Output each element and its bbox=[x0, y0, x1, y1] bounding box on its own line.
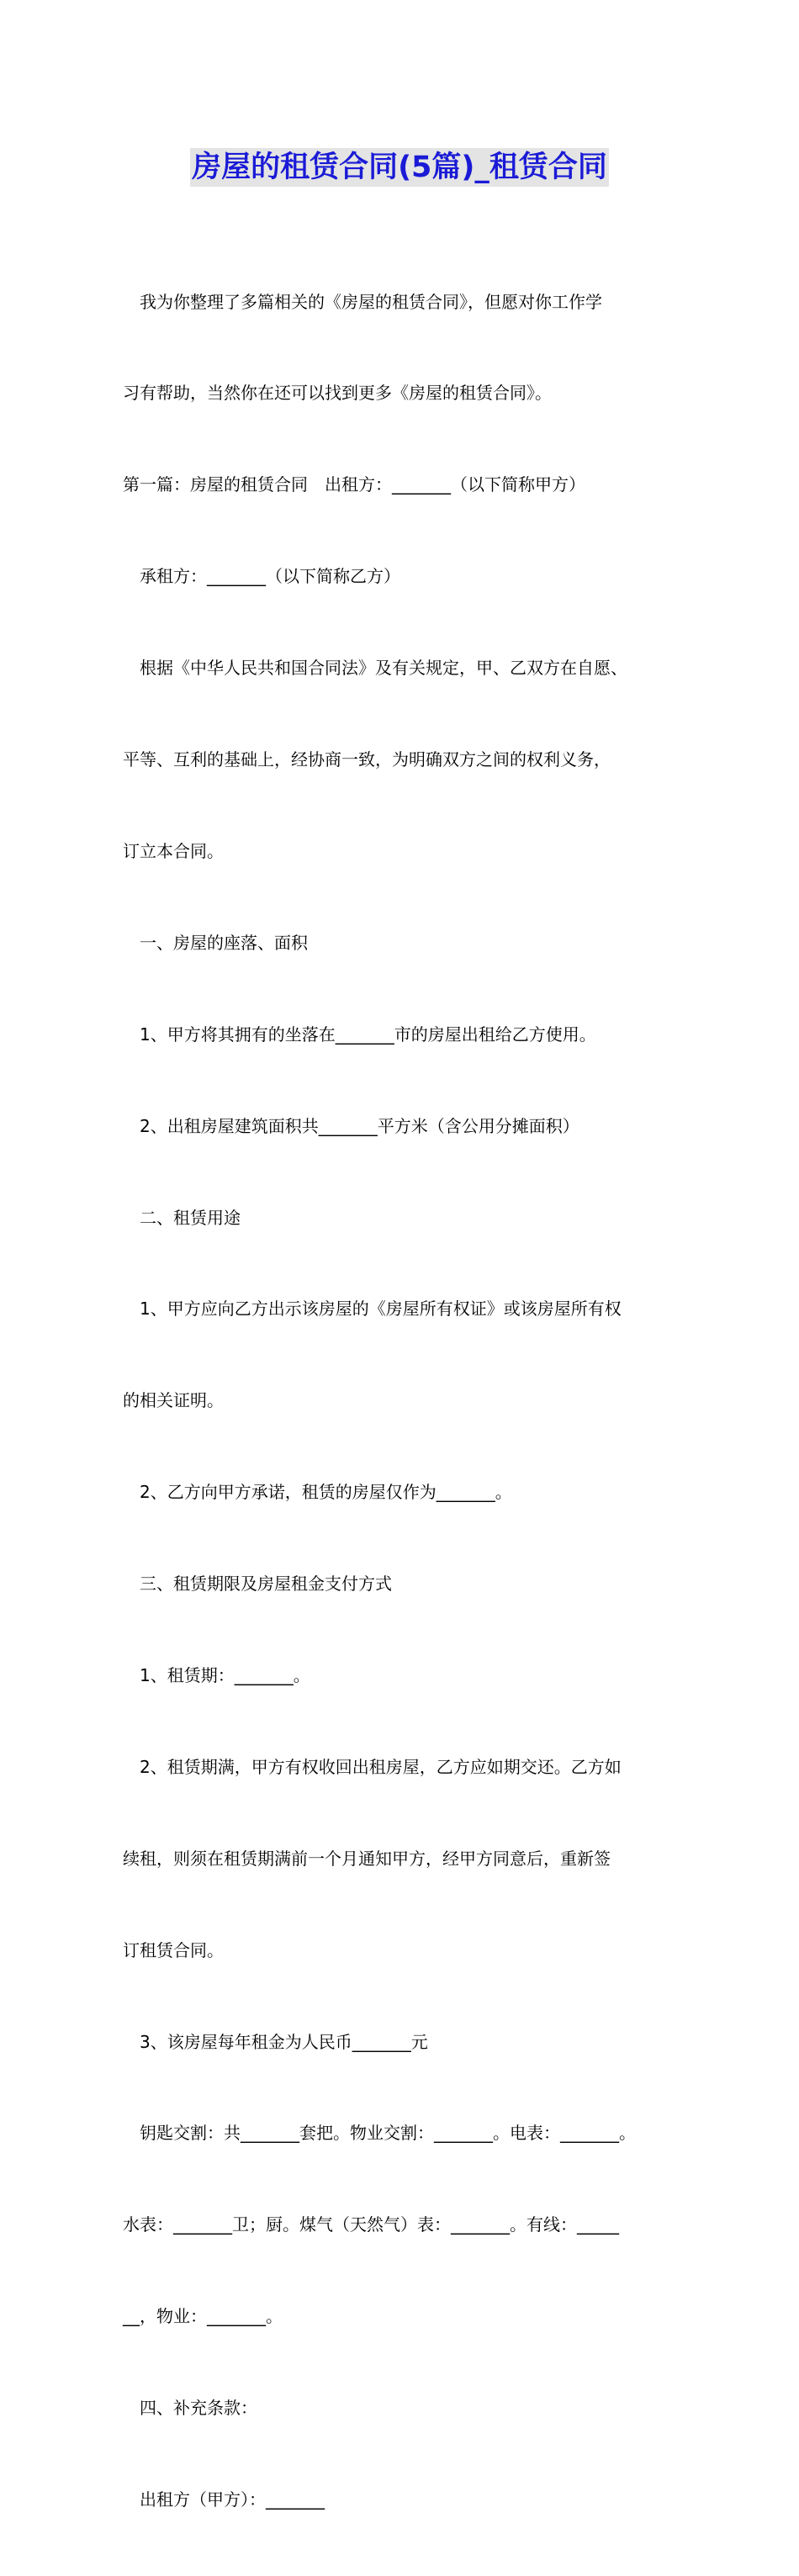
paragraph-line: 2、出租房屋建筑面积共_______平方米（含公用分摊面积） bbox=[140, 1115, 579, 1136]
document-body bbox=[123, 225, 681, 2576]
paragraph-line: 2、乙方向甲方承诺，租赁的房屋仅作为_______。 bbox=[140, 1482, 512, 1503]
paragraph-line: 1、租赁期：_______。 bbox=[140, 1664, 310, 1685]
paragraph-line: __，物业：_______。 bbox=[123, 2306, 283, 2327]
paragraph-line: 2、租赁期满，甲方有权收回出租房屋，乙方应如期交还。乙方如 bbox=[140, 1756, 622, 1777]
paragraph-line: 根据《中华人民共和国合同法》及有关规定，甲、乙双方在自愿、 bbox=[140, 658, 627, 679]
paragraph-line: 出租方（甲方）：_______ bbox=[140, 2489, 325, 2510]
section-heading: 三、租赁期限及房屋租金支付方式 bbox=[140, 1574, 392, 1595]
paragraph-line: 水表：_______卫；厨。煤气（天然气）表：_______。有线：_____ bbox=[123, 2214, 619, 2235]
paragraph-line: 承租方：_______（以下简称乙方） bbox=[140, 566, 400, 587]
section-heading: 一、房屋的座落、面积 bbox=[140, 932, 308, 953]
paragraph-line: 平等、互利的基础上，经协商一致，为明确双方之间的权利义务， bbox=[123, 749, 611, 770]
paragraph-line: 习有帮助，当然你在还可以找到更多《房屋的租赁合同》。 bbox=[123, 383, 552, 404]
paragraph-line: 续租，则须在租赁期满前一个月通知甲方，经甲方同意后，重新签 bbox=[123, 1848, 611, 1869]
paragraph-line: 订租赁合同。 bbox=[123, 1939, 224, 1960]
paragraph-line: 我为你整理了多篇相关的《房屋的租赁合同》，但愿对你工作学 bbox=[140, 291, 602, 312]
section-heading: 四、补充条款： bbox=[140, 2398, 257, 2419]
paragraph-line: 1、甲方将其拥有的坐落在_______市的房屋出租给乙方使用。 bbox=[140, 1024, 596, 1045]
paragraph-line: 3、该房屋每年租金为人民币_______元 bbox=[140, 2031, 428, 2052]
paragraph-line: 1、甲方应向乙方出示该房屋的《房屋所有权证》或该房屋所有权 bbox=[140, 1299, 622, 1320]
paragraph-line: 第一篇：房屋的租赁合同 出租方：_______（以下简称甲方） bbox=[123, 474, 585, 495]
paragraph-line: 订立本合同。 bbox=[123, 840, 224, 861]
paragraph-line: 钥匙交割：共_______套把。物业交割：_______。电表：_______。 bbox=[140, 2123, 636, 2144]
paragraph-line: 的相关证明。 bbox=[123, 1390, 224, 1411]
document-title: 房屋的租赁合同(5篇)_租赁合同 bbox=[190, 148, 609, 187]
section-heading: 二、租赁用途 bbox=[140, 1207, 241, 1228]
title-container bbox=[0, 148, 799, 187]
